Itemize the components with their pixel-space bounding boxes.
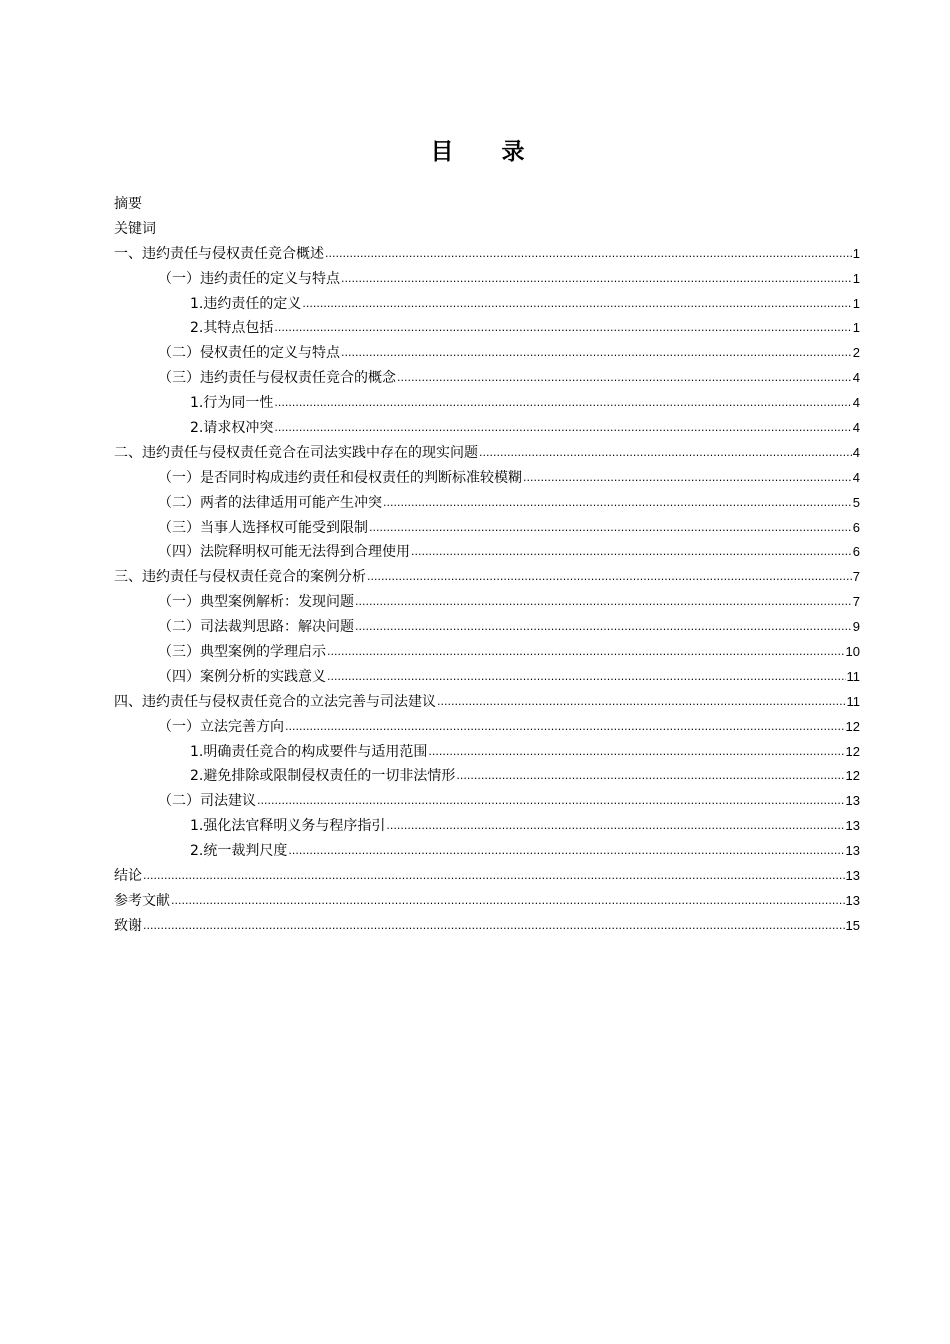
toc-page-number: 15: [845, 917, 860, 933]
toc-entry[interactable]: [114, 516, 860, 541]
dot-leader: [285, 715, 845, 740]
dot-leader: [479, 441, 852, 466]
toc-entry[interactable]: [114, 416, 860, 441]
toc-page-number: 6: [852, 519, 860, 535]
dot-leader: [274, 416, 851, 441]
toc-entry[interactable]: [114, 491, 860, 516]
dot-leader: [143, 864, 845, 889]
toc-entry[interactable]: [114, 466, 860, 491]
toc-page-number: 12: [845, 718, 860, 734]
toc-entry-label: （一）典型案例解析：发现问题: [158, 594, 354, 611]
dot-leader: [397, 366, 852, 391]
toc-page-number: 11: [846, 693, 860, 709]
toc-page-number: 4: [852, 370, 860, 386]
toc-entry[interactable]: [114, 715, 860, 740]
dot-leader: [437, 690, 846, 715]
toc-entry[interactable]: [114, 665, 860, 690]
toc-entry-label: 摘要: [114, 196, 142, 212]
toc-entry-label: 2.统一裁判尺度: [190, 843, 288, 860]
toc-entry[interactable]: [114, 341, 860, 366]
toc-entry[interactable]: [114, 590, 860, 615]
dot-leader: [341, 267, 852, 292]
dot-leader: [411, 540, 852, 565]
toc-entry[interactable]: [114, 889, 860, 914]
toc-entry-label: 致谢: [114, 917, 142, 934]
toc-entry[interactable]: [114, 914, 860, 939]
dot-leader: [327, 665, 846, 690]
toc-entry[interactable]: [114, 391, 860, 416]
dot-leader: [386, 814, 844, 839]
dot-leader: [369, 516, 852, 541]
toc-entry-label: 二、违约责任与侵权责任竞合在司法实践中存在的现实问题: [114, 444, 478, 461]
toc-page-number: 13: [845, 892, 860, 908]
dot-leader: [143, 914, 845, 939]
dot-leader: [523, 466, 852, 491]
toc-entry[interactable]: [114, 565, 860, 590]
toc-page-number: 4: [852, 420, 860, 436]
toc-page-number: 4: [852, 469, 860, 485]
dot-leader: [456, 764, 844, 789]
toc-page-number: 13: [845, 868, 860, 884]
toc-entry-label: 2.请求权冲突: [190, 420, 274, 437]
toc-page-number: 4: [852, 395, 860, 411]
dot-leader: [355, 615, 852, 640]
toc-page-number: 1: [852, 245, 860, 261]
toc-entry-label: 关键词: [114, 220, 156, 237]
toc-entry[interactable]: [114, 292, 860, 317]
toc-entry[interactable]: [114, 441, 860, 466]
toc-entry[interactable]: [114, 316, 860, 341]
toc-page-number: 1: [852, 295, 860, 311]
toc-page-number: 2: [852, 345, 860, 361]
toc-entry-label: 1.强化法官释明义务与程序指引: [190, 818, 386, 835]
toc-page-number: 4: [852, 444, 860, 460]
dot-leader: [428, 740, 844, 765]
toc-entry-label: （三）当事人选择权可能受到限制: [158, 519, 368, 536]
toc-entry-label: 一、违约责任与侵权责任竞合概述: [114, 245, 324, 262]
toc-entry[interactable]: [114, 789, 860, 814]
toc-page-number: 6: [852, 544, 860, 560]
toc-entry-label: 三、违约责任与侵权责任竞合的案例分析: [114, 569, 366, 586]
toc-page-number: 13: [845, 843, 860, 859]
toc-entry[interactable]: [114, 217, 860, 242]
toc-page-number: 7: [852, 594, 860, 610]
toc-entry-label: （二）两者的法律适用可能产生冲突: [158, 494, 382, 511]
toc-page-number: 11: [846, 668, 860, 684]
toc-entry-label: （四）案例分析的实践意义: [158, 668, 326, 685]
toc-page-number: 1: [852, 320, 860, 336]
toc-entry-label: 1.违约责任的定义: [190, 295, 302, 312]
toc-page-number: 1: [852, 270, 860, 286]
toc-entry-label: 参考文献: [114, 892, 170, 909]
toc-entry-label: （一）立法完善方向: [158, 718, 284, 735]
toc-page-number: 13: [845, 793, 860, 809]
dot-leader: [274, 391, 851, 416]
toc-entry[interactable]: [114, 540, 860, 565]
toc-entry-label: 1.行为同一性: [190, 395, 274, 412]
toc-entry[interactable]: [114, 839, 860, 864]
dot-leader: [341, 341, 852, 366]
toc-entry[interactable]: [114, 640, 860, 665]
toc-entry[interactable]: [114, 267, 860, 292]
toc-entry[interactable]: [114, 242, 860, 267]
toc-page-number: 9: [852, 619, 860, 635]
toc-entry-label: 四、违约责任与侵权责任竞合的立法完善与司法建议: [114, 693, 436, 710]
toc-entry-label: （三）违约责任与侵权责任竞合的概念: [158, 370, 396, 387]
toc-entry-label: （四）法院释明权可能无法得到合理使用: [158, 544, 410, 561]
toc-page-number: 7: [852, 569, 860, 585]
toc-title: 目 录: [430, 139, 545, 165]
toc-entry-label: 1.明确责任竞合的构成要件与适用范围: [190, 743, 428, 760]
toc-entry-label: （二）司法裁判思路：解决问题: [158, 619, 354, 636]
toc-entry[interactable]: [114, 814, 860, 839]
table-of-contents: [114, 192, 860, 939]
dot-leader: [355, 590, 852, 615]
toc-entry[interactable]: [114, 740, 860, 765]
dot-leader: [302, 292, 851, 317]
dot-leader: [327, 640, 845, 665]
dot-leader: [367, 565, 852, 590]
dot-leader: [171, 889, 845, 914]
toc-page-number: 5: [852, 494, 860, 510]
dot-leader: [257, 789, 845, 814]
toc-entry-label: （一）是否同时构成违约责任和侵权责任的判断标准较模糊: [158, 469, 522, 486]
toc-entry-label: 2.避免排除或限制侵权责任的一切非法情形: [190, 768, 456, 785]
dot-leader: [383, 491, 852, 516]
dot-leader: [274, 316, 851, 341]
toc-entry[interactable]: [114, 764, 860, 789]
toc-entry[interactable]: [114, 615, 860, 640]
toc-entry[interactable]: [114, 864, 860, 889]
dot-leader: [325, 242, 852, 267]
toc-entry-label: 结论: [114, 868, 142, 885]
toc-entry-label: 2.其特点包括: [190, 320, 274, 337]
toc-entry-label: （三）典型案例的学理启示: [158, 644, 326, 661]
toc-page-number: 12: [845, 768, 860, 784]
toc-entry-label: （一）违约责任的定义与特点: [158, 270, 340, 287]
toc-entry[interactable]: [114, 192, 860, 217]
toc-page-number: 12: [845, 743, 860, 759]
dot-leader: [288, 839, 844, 864]
toc-entry[interactable]: [114, 690, 860, 715]
toc-page-number: 10: [845, 644, 860, 660]
toc-entry-label: （二）侵权责任的定义与特点: [158, 345, 340, 362]
toc-page-number: 13: [845, 818, 860, 834]
toc-entry-label: （二）司法建议: [158, 793, 256, 810]
toc-entry[interactable]: [114, 366, 860, 391]
